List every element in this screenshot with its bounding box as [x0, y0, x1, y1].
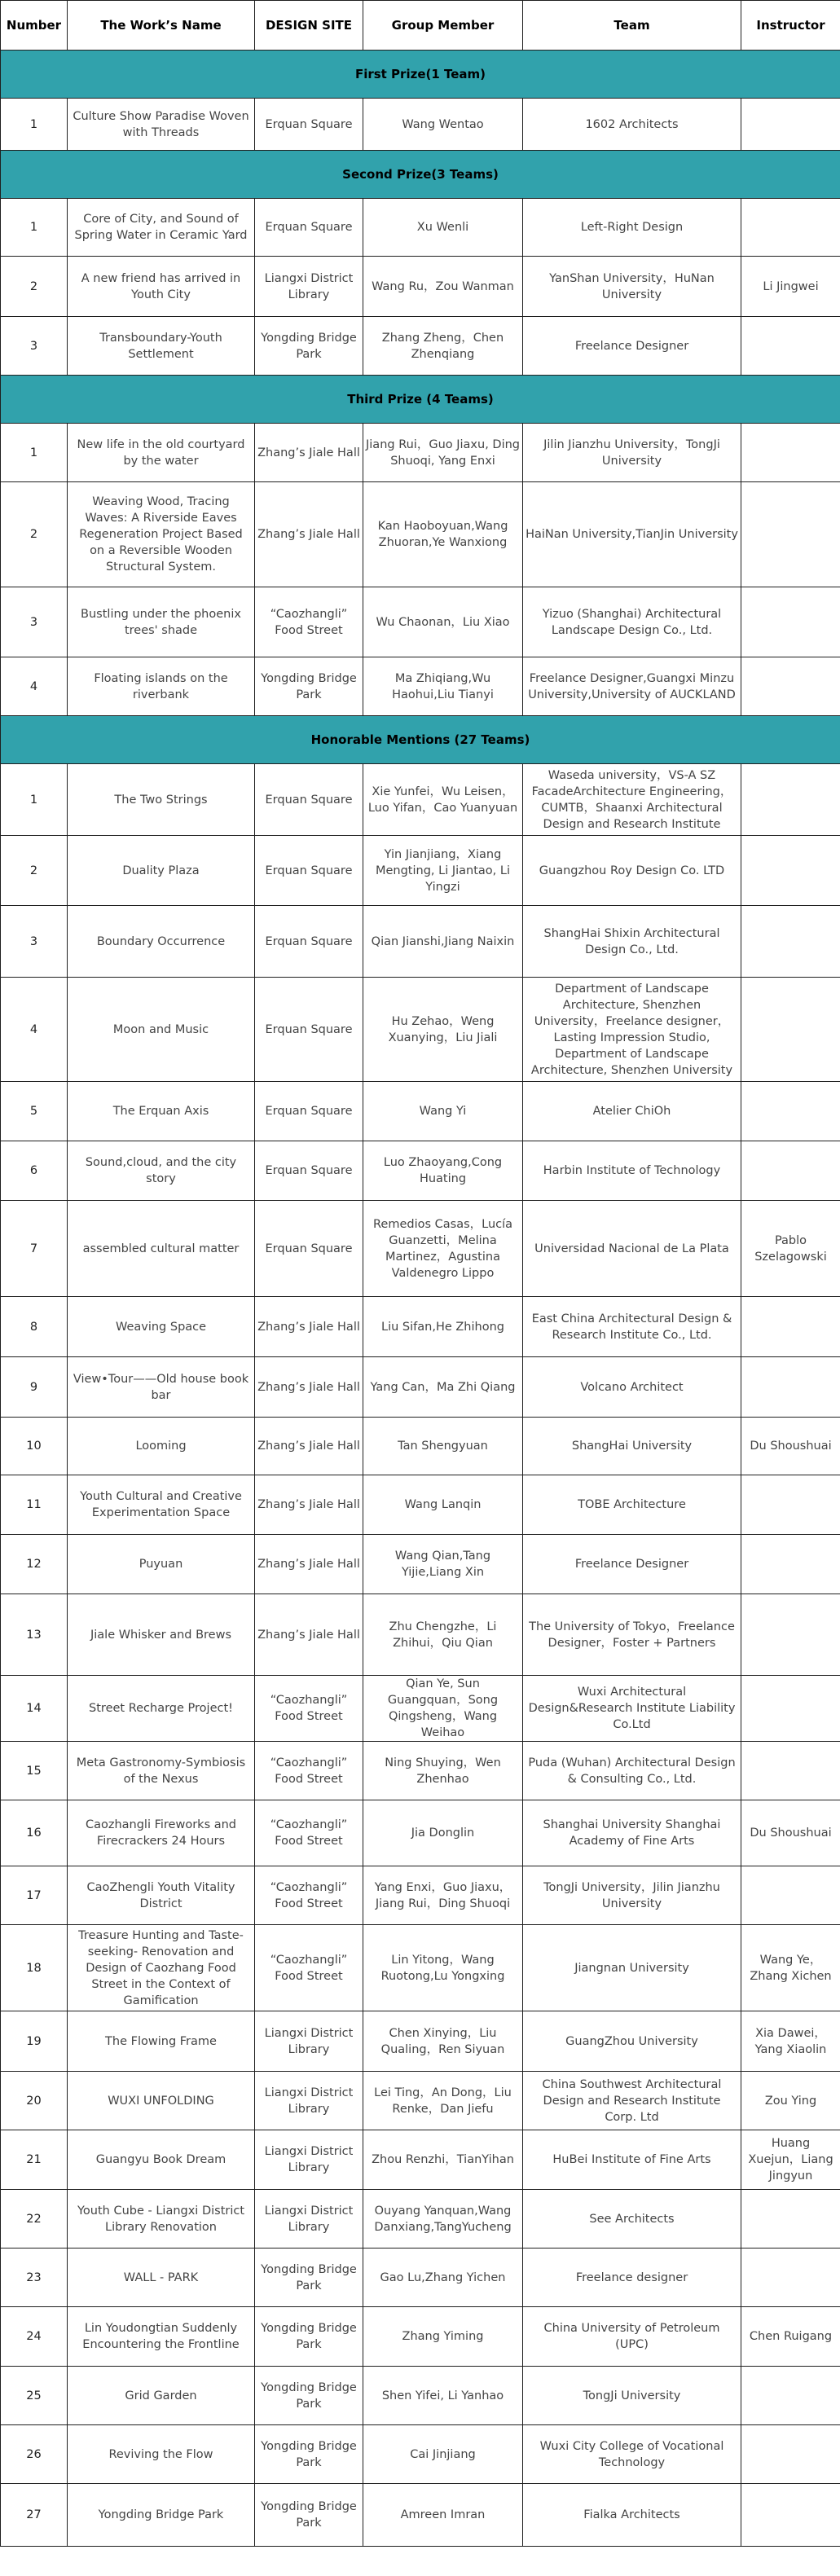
table-row — [1, 657, 840, 716]
table-row — [1, 2072, 840, 2130]
cell-group-member: Remedios Casas，Lucía Guanzetti，Melina Martinez，Agustina Valdenegro Lippo — [363, 1201, 523, 1297]
cell-number: 27 — [1, 2484, 68, 2547]
prize-section-title: Honorable Mentions (27 Teams) — [1, 716, 840, 764]
cell-instructor — [741, 1297, 840, 1357]
cell-team: East China Architectural Design & Research Institute Co., Ltd. — [523, 1297, 741, 1357]
cell-design-site: Erquan Square — [255, 1201, 363, 1297]
cell-number: 1 — [1, 764, 68, 836]
cell-group-member: Xu Wenli — [363, 199, 523, 257]
cell-number: 25 — [1, 2367, 68, 2425]
cell-instructor — [741, 424, 840, 482]
cell-instructor: Huang Xuejun，Liang Jingyun — [741, 2130, 840, 2190]
table-row — [1, 1866, 840, 1925]
cell-team: Freelance Designer — [523, 1535, 741, 1594]
table-row — [1, 764, 840, 836]
cell-group-member: Zhou Renzhi，TianYihan — [363, 2130, 523, 2190]
cell-design-site: Liangxi District Library — [255, 2190, 363, 2249]
table-row — [1, 836, 840, 906]
cell-team: ShangHai University — [523, 1418, 741, 1475]
cell-design-site: Erquan Square — [255, 99, 363, 151]
table-row — [1, 2484, 840, 2547]
table-row — [1, 1418, 840, 1475]
cell-work-name: Caozhangli Fireworks and Firecrackers 24 Hours — [68, 1800, 255, 1866]
cell-instructor — [741, 836, 840, 906]
cell-work-name: Street Recharge Project! — [68, 1676, 255, 1742]
table-row — [1, 1082, 840, 1141]
cell-number: 14 — [1, 1676, 68, 1742]
cell-team: Fialka Architects — [523, 2484, 741, 2547]
cell-number: 7 — [1, 1201, 68, 1297]
cell-number: 18 — [1, 1925, 68, 2011]
cell-number: 5 — [1, 1082, 68, 1141]
cell-instructor — [741, 764, 840, 836]
table-row — [1, 2011, 840, 2072]
table-row — [1, 2249, 840, 2307]
cell-team: Yizuo (Shanghai) Architectural Landscape Design Co., Ltd. — [523, 587, 741, 657]
cell-design-site: Yongding Bridge Park — [255, 2307, 363, 2367]
cell-group-member: Xie Yunfei，Wu Leisen，Luo Yifan，Cao Yuanyuan — [363, 764, 523, 836]
cell-number: 19 — [1, 2011, 68, 2072]
table-row — [1, 2190, 840, 2249]
cell-number: 21 — [1, 2130, 68, 2190]
cell-work-name: New life in the old courtyard by the water — [68, 424, 255, 482]
cell-team: Puda (Wuhan) Architectural Design & Consulting Co., Ltd. — [523, 1742, 741, 1800]
cell-instructor: Chen Ruigang — [741, 2307, 840, 2367]
cell-design-site: “Caozhangli” Food Street — [255, 1800, 363, 1866]
cell-work-name: Sound,cloud, and the city story — [68, 1141, 255, 1201]
cell-number: 2 — [1, 257, 68, 317]
table-row — [1, 1594, 840, 1676]
header-number: Number — [1, 1, 68, 51]
prize-section-header — [1, 51, 840, 99]
cell-work-name: Looming — [68, 1418, 255, 1475]
cell-design-site: Liangxi District Library — [255, 2130, 363, 2190]
cell-instructor — [741, 2484, 840, 2547]
cell-team: 1602 Architects — [523, 99, 741, 151]
cell-group-member: Ma Zhiqiang,Wu Haohui,Liu Tianyi — [363, 657, 523, 716]
cell-design-site: Yongding Bridge Park — [255, 2367, 363, 2425]
table-row — [1, 1201, 840, 1297]
cell-instructor — [741, 587, 840, 657]
cell-work-name: Youth Cube - Liangxi District Library Renovation — [68, 2190, 255, 2249]
cell-team: GuangZhou University — [523, 2011, 741, 2072]
cell-number: 15 — [1, 1742, 68, 1800]
table-row — [1, 1297, 840, 1357]
header-instructor: Instructor — [741, 1, 840, 51]
cell-group-member: Kan Haoboyuan,Wang Zhuoran,Ye Wanxiong — [363, 482, 523, 587]
cell-instructor — [741, 2367, 840, 2425]
cell-design-site: Yongding Bridge Park — [255, 2249, 363, 2307]
cell-instructor — [741, 1357, 840, 1418]
table-row — [1, 1800, 840, 1866]
cell-design-site: Zhang’s Jiale Hall — [255, 1357, 363, 1418]
cell-group-member: Qian Ye, Sun Guangquan，Song Qingsheng，Wang Weihao — [363, 1676, 523, 1742]
cell-number: 24 — [1, 2307, 68, 2367]
cell-design-site: Zhang’s Jiale Hall — [255, 1535, 363, 1594]
table-row — [1, 199, 840, 257]
cell-work-name: Yongding Bridge Park — [68, 2484, 255, 2547]
table-row — [1, 424, 840, 482]
cell-design-site: Erquan Square — [255, 836, 363, 906]
cell-design-site: Erquan Square — [255, 906, 363, 978]
cell-group-member: Ouyang Yanquan,Wang Danxiang,TangYucheng — [363, 2190, 523, 2249]
cell-team: TongJi University — [523, 2367, 741, 2425]
cell-design-site: Zhang’s Jiale Hall — [255, 1297, 363, 1357]
cell-design-site: Erquan Square — [255, 978, 363, 1082]
prize-section-header — [1, 376, 840, 424]
cell-group-member: Jiang Rui，Guo Jiaxu, Ding Shuoqi, Yang Enxi — [363, 424, 523, 482]
cell-group-member: Cai Jinjiang — [363, 2425, 523, 2484]
table-row — [1, 1141, 840, 1201]
cell-work-name: Core of City, and Sound of Spring Water in Ceramic Yard — [68, 199, 255, 257]
cell-team: Freelance designer — [523, 2249, 741, 2307]
cell-group-member: Lin Yitong，Wang Ruotong,Lu Yongxing — [363, 1925, 523, 2011]
cell-team: HaiNan University,TianJin University — [523, 482, 741, 587]
cell-work-name: Bustling under the phoenix trees' shade — [68, 587, 255, 657]
cell-work-name: Guangyu Book Dream — [68, 2130, 255, 2190]
cell-instructor — [741, 906, 840, 978]
cell-group-member: Jia Donglin — [363, 1800, 523, 1866]
prize-section-header — [1, 716, 840, 764]
cell-instructor — [741, 2249, 840, 2307]
cell-design-site: Zhang’s Jiale Hall — [255, 1418, 363, 1475]
cell-design-site: Erquan Square — [255, 199, 363, 257]
cell-group-member: Zhu Chengzhe，Li Zhihui，Qiu Qian — [363, 1594, 523, 1676]
cell-design-site: Liangxi District Library — [255, 257, 363, 317]
cell-number: 4 — [1, 978, 68, 1082]
cell-number: 13 — [1, 1594, 68, 1676]
cell-instructor — [741, 657, 840, 716]
cell-team: HuBei Institute of Fine Arts — [523, 2130, 741, 2190]
cell-group-member: Lei Ting，An Dong，Liu Renke，Dan Jiefu — [363, 2072, 523, 2130]
cell-work-name: View•Tour——Old house book bar — [68, 1357, 255, 1418]
cell-design-site: Yongding Bridge Park — [255, 317, 363, 376]
cell-design-site: “Caozhangli” Food Street — [255, 587, 363, 657]
cell-work-name: Transboundary-Youth Settlement — [68, 317, 255, 376]
cell-work-name: The Flowing Frame — [68, 2011, 255, 2072]
cell-instructor: Wang Ye，Zhang Xichen — [741, 1925, 840, 2011]
cell-group-member: Qian Jianshi,Jiang Naixin — [363, 906, 523, 978]
cell-number: 3 — [1, 317, 68, 376]
cell-team: Harbin Institute of Technology — [523, 1141, 741, 1201]
cell-work-name: The Two Strings — [68, 764, 255, 836]
cell-design-site: Liangxi District Library — [255, 2072, 363, 2130]
cell-number: 11 — [1, 1475, 68, 1535]
cell-instructor — [741, 1082, 840, 1141]
cell-number: 22 — [1, 2190, 68, 2249]
cell-group-member: Zhang Zheng，Chen Zhenqiang — [363, 317, 523, 376]
cell-number: 12 — [1, 1535, 68, 1594]
table-row — [1, 2307, 840, 2367]
cell-group-member: Wu Chaonan，Liu Xiao — [363, 587, 523, 657]
cell-work-name: Boundary Occurrence — [68, 906, 255, 978]
cell-number: 3 — [1, 587, 68, 657]
cell-instructor — [741, 1535, 840, 1594]
cell-number: 20 — [1, 2072, 68, 2130]
cell-design-site: “Caozhangli” Food Street — [255, 1676, 363, 1742]
cell-number: 23 — [1, 2249, 68, 2307]
cell-instructor: Du Shoushuai — [741, 1418, 840, 1475]
cell-number: 1 — [1, 199, 68, 257]
cell-work-name: Jiale Whisker and Brews — [68, 1594, 255, 1676]
table-row — [1, 2367, 840, 2425]
cell-design-site: Zhang’s Jiale Hall — [255, 1475, 363, 1535]
cell-number: 2 — [1, 482, 68, 587]
cell-number: 1 — [1, 99, 68, 151]
cell-work-name: Treasure Hunting and Taste-seeking- Renovation and Design of Caozhang Food Street in the Context of Gamification — [68, 1925, 255, 2011]
cell-work-name: Meta Gastronomy-Symbiosis of the Nexus — [68, 1742, 255, 1800]
table-row — [1, 317, 840, 376]
cell-work-name: Culture Show Paradise Woven with Threads — [68, 99, 255, 151]
table-row — [1, 906, 840, 978]
cell-instructor — [741, 1866, 840, 1925]
cell-team: Atelier ChiOh — [523, 1082, 741, 1141]
cell-work-name: assembled cultural matter — [68, 1201, 255, 1297]
cell-design-site: Erquan Square — [255, 1082, 363, 1141]
cell-work-name: The Erquan Axis — [68, 1082, 255, 1141]
cell-work-name: A new friend has arrived in Youth City — [68, 257, 255, 317]
cell-group-member: Yang Enxi，Guo Jiaxu，Jiang Rui，Ding Shuoqi — [363, 1866, 523, 1925]
cell-work-name: Puyuan — [68, 1535, 255, 1594]
cell-design-site: “Caozhangli” Food Street — [255, 1925, 363, 2011]
cell-number: 26 — [1, 2425, 68, 2484]
table-row — [1, 1742, 840, 1800]
cell-design-site: Yongding Bridge Park — [255, 2425, 363, 2484]
cell-team: Shanghai University Shanghai Academy of Fine Arts — [523, 1800, 741, 1866]
prize-section-header — [1, 151, 840, 199]
cell-team: Waseda university，VS-A SZ FacadeArchitecture Engineering，CUMTB，Shaanxi Architectural Design and Research Institute — [523, 764, 741, 836]
cell-group-member: Shen Yifei, Li Yanhao — [363, 2367, 523, 2425]
cell-instructor — [741, 199, 840, 257]
cell-work-name: CaoZhengli Youth Vitality District — [68, 1866, 255, 1925]
cell-number: 10 — [1, 1418, 68, 1475]
cell-team: TOBE Architecture — [523, 1475, 741, 1535]
table-row — [1, 978, 840, 1082]
cell-work-name: Duality Plaza — [68, 836, 255, 906]
cell-design-site: Zhang’s Jiale Hall — [255, 1594, 363, 1676]
cell-instructor — [741, 2425, 840, 2484]
cell-team: Wuxi City College of Vocational Technology — [523, 2425, 741, 2484]
cell-design-site: Erquan Square — [255, 764, 363, 836]
cell-group-member: Wang Lanqin — [363, 1475, 523, 1535]
table-row — [1, 1357, 840, 1418]
header-team: Team — [523, 1, 741, 51]
cell-group-member: Yang Can，Ma Zhi Qiang — [363, 1357, 523, 1418]
cell-work-name: Youth Cultural and Creative Experimentation Space — [68, 1475, 255, 1535]
cell-instructor — [741, 1676, 840, 1742]
cell-design-site: Yongding Bridge Park — [255, 2484, 363, 2547]
cell-group-member: Amreen Imran — [363, 2484, 523, 2547]
cell-team: Freelance Designer,Guangxi Minzu University,University of AUCKLAND — [523, 657, 741, 716]
header-design-site: DESIGN SITE — [255, 1, 363, 51]
cell-number: 2 — [1, 836, 68, 906]
cell-work-name: Grid Garden — [68, 2367, 255, 2425]
cell-design-site: Zhang’s Jiale Hall — [255, 424, 363, 482]
cell-team: Universidad Nacional de La Plata — [523, 1201, 741, 1297]
cell-design-site: Yongding Bridge Park — [255, 657, 363, 716]
cell-instructor: Du Shoushuai — [741, 1800, 840, 1866]
cell-group-member: Zhang Yiming — [363, 2307, 523, 2367]
header-work-name: The Work’s Name — [68, 1, 255, 51]
cell-work-name: WUXI UNFOLDING — [68, 2072, 255, 2130]
cell-design-site: Liangxi District Library — [255, 2011, 363, 2072]
header-row — [1, 1, 840, 51]
cell-number: 8 — [1, 1297, 68, 1357]
cell-number: 4 — [1, 657, 68, 716]
cell-instructor — [741, 1742, 840, 1800]
cell-instructor — [741, 1594, 840, 1676]
cell-instructor: Pablo Szelagowski — [741, 1201, 840, 1297]
cell-instructor — [741, 482, 840, 587]
prize-section-title: Third Prize (4 Teams) — [1, 376, 840, 424]
table-row — [1, 1676, 840, 1742]
table-row — [1, 587, 840, 657]
table-row — [1, 1535, 840, 1594]
table-row — [1, 1925, 840, 2011]
cell-work-name: Lin Youdongtian Suddenly Encountering the Frontline — [68, 2307, 255, 2367]
cell-team: Left-Right Design — [523, 199, 741, 257]
table-row — [1, 1475, 840, 1535]
cell-team: YanShan University，HuNan University — [523, 257, 741, 317]
table-body — [1, 51, 840, 2547]
cell-number: 1 — [1, 424, 68, 482]
cell-work-name: Floating islands on the riverbank — [68, 657, 255, 716]
cell-team: ShangHai Shixin Architectural Design Co., Ltd. — [523, 906, 741, 978]
cell-group-member: Wang Yi — [363, 1082, 523, 1141]
cell-group-member: Wang Qian,Tang Yijie,Liang Xin — [363, 1535, 523, 1594]
cell-team: The University of Tokyo，Freelance Designer，Foster + Partners — [523, 1594, 741, 1676]
header-group-member: Group Member — [363, 1, 523, 51]
table-row — [1, 482, 840, 587]
cell-team: China Southwest Architectural Design and Research Institute Corp. Ltd — [523, 2072, 741, 2130]
cell-team: Freelance Designer — [523, 317, 741, 376]
table-row — [1, 2130, 840, 2190]
cell-group-member: Chen Xinying，Liu Qualing，Ren Siyuan — [363, 2011, 523, 2072]
cell-team: Volcano Architect — [523, 1357, 741, 1418]
cell-number: 3 — [1, 906, 68, 978]
table-row — [1, 2425, 840, 2484]
cell-design-site: “Caozhangli” Food Street — [255, 1742, 363, 1800]
cell-team: Wuxi Architectural Design&Research Institute Liability Co.Ltd — [523, 1676, 741, 1742]
cell-design-site: “Caozhangli” Food Street — [255, 1866, 363, 1925]
cell-team: Department of Landscape Architecture, Shenzhen University，Freelance designer，Lasting Impression Studio, Department of Landscape Architecture, Shenzhen University — [523, 978, 741, 1082]
cell-number: 16 — [1, 1800, 68, 1866]
cell-instructor — [741, 317, 840, 376]
cell-group-member: Wang Ru，Zou Wanman — [363, 257, 523, 317]
table-row — [1, 99, 840, 151]
prize-section-title: First Prize(1 Team) — [1, 51, 840, 99]
cell-number: 9 — [1, 1357, 68, 1418]
cell-team: China University of Petroleum (UPC) — [523, 2307, 741, 2367]
cell-work-name: Weaving Wood, Tracing Waves: A Riverside Eaves Regeneration Project Based on a Reversible Wooden Structural System. — [68, 482, 255, 587]
cell-team: Guangzhou Roy Design Co. LTD — [523, 836, 741, 906]
cell-instructor — [741, 2190, 840, 2249]
table-row — [1, 257, 840, 317]
cell-design-site: Erquan Square — [255, 1141, 363, 1201]
cell-instructor — [741, 978, 840, 1082]
cell-work-name: Weaving Space — [68, 1297, 255, 1357]
cell-team: See Architects — [523, 2190, 741, 2249]
prize-section-title: Second Prize(3 Teams) — [1, 151, 840, 199]
cell-design-site: Zhang’s Jiale Hall — [255, 482, 363, 587]
cell-group-member: Tan Shengyuan — [363, 1418, 523, 1475]
cell-instructor — [741, 1475, 840, 1535]
cell-instructor: Zou Ying — [741, 2072, 840, 2130]
cell-instructor — [741, 1141, 840, 1201]
cell-group-member: Yin Jianjiang，Xiang Mengting, Li Jiantao, Li Yingzi — [363, 836, 523, 906]
cell-work-name: WALL - PARK — [68, 2249, 255, 2307]
cell-group-member: Wang Wentao — [363, 99, 523, 151]
cell-number: 6 — [1, 1141, 68, 1201]
cell-team: Jilin Jianzhu University，TongJi University — [523, 424, 741, 482]
cell-group-member: Luo Zhaoyang,Cong Huating — [363, 1141, 523, 1201]
cell-work-name: Reviving the Flow — [68, 2425, 255, 2484]
cell-work-name: Moon and Music — [68, 978, 255, 1082]
cell-group-member: Hu Zehao，Weng Xuanying，Liu Jiali — [363, 978, 523, 1082]
cell-group-member: Ning Shuying，Wen Zhenhao — [363, 1742, 523, 1800]
cell-group-member: Liu Sifan,He Zhihong — [363, 1297, 523, 1357]
cell-instructor — [741, 99, 840, 151]
cell-instructor: Li Jingwei — [741, 257, 840, 317]
cell-instructor: Xia Dawei，Yang Xiaolin — [741, 2011, 840, 2072]
cell-team: Jiangnan University — [523, 1925, 741, 2011]
cell-number: 17 — [1, 1866, 68, 1925]
cell-group-member: Gao Lu,Zhang Yichen — [363, 2249, 523, 2307]
cell-team: TongJi University，Jilin Jianzhu University — [523, 1866, 741, 1925]
